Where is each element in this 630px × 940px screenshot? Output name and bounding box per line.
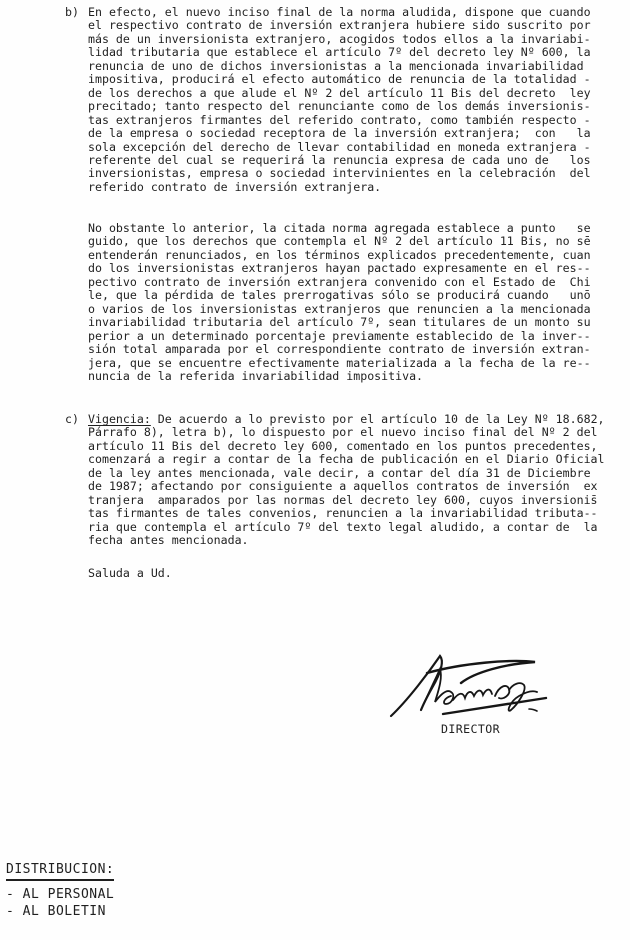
signer-title: DIRECTOR xyxy=(440,722,501,736)
text-line: comenzará a regir a contar de la fecha de publicación en el Diario Oficial xyxy=(88,452,605,467)
paragraph-text xyxy=(88,413,605,548)
closing-salutation: Saluda a Ud. xyxy=(88,566,172,580)
text-line: fecha antes mencionada. xyxy=(88,533,249,548)
text-line: guido, que los derechos que contempla el Nº 2 del artículo 11 Bis, no sē xyxy=(88,234,591,249)
distribution-heading: DISTRIBUCION: xyxy=(6,861,114,881)
text-line: tas extranjeros firmantes del referido contrato, como también respecto - xyxy=(88,112,591,127)
text-line: más de un inversionista extranjero, acogidos todos ellos a la invariabi- xyxy=(88,31,591,46)
text-line: - AL BOLETIN xyxy=(6,904,106,919)
list-marker-b: b) xyxy=(65,5,79,19)
text-line: de los derechos a que alude el Nº 2 del artículo 11 Bis del decreto ley xyxy=(88,85,591,100)
signature-scribble-icon xyxy=(383,652,558,722)
vigencia-first-line xyxy=(88,413,605,426)
text-line: de 1987; afectando por consiguiente a aquellos contratos de inversión ex xyxy=(88,479,598,494)
vigencia-heading: Vigencia: xyxy=(88,412,151,426)
text-line: referido contrato de inversión extranjera. xyxy=(88,179,382,194)
section-c-paragraph xyxy=(65,413,605,548)
vigencia-body xyxy=(88,426,605,547)
text-line: Párrafo 8), letra b), lo dispuesto por el nuevo inciso final del Nº 2 del xyxy=(88,425,598,440)
text-line: ria que contempla el artículo 7º del texto legal aludido, a contar de la xyxy=(88,519,598,534)
text-line: nuncia de la referida invariabilidad impositiva. xyxy=(88,368,424,383)
text-line: renuncia de uno de dichos inversionistas a la mencionada invariabilidad xyxy=(88,58,584,73)
text-line: - AL PERSONAL xyxy=(6,887,115,902)
text-line: o varios de los inversionistas extranjeros que renuncien a la mencionada xyxy=(88,301,591,316)
text-line: precitado; tanto respecto del renunciante como de los demás inversionis- xyxy=(88,99,591,114)
distribution-list xyxy=(6,886,114,920)
paragraph-text xyxy=(88,6,591,194)
text-line: de la ley antes mencionada, vale decir, a contar del día 31 de Diciembre xyxy=(88,465,591,480)
section-b-paragraph-2 xyxy=(88,222,591,383)
text-line: impositiva, producirá el efecto automático de renuncia de la totalidad - xyxy=(88,72,591,87)
text-line: jera, que se encuentre efectivamente materializada a la fecha de la re-- xyxy=(88,355,591,370)
signature-block xyxy=(383,652,563,736)
text-line: pectivo contrato de inversión extranjera convenido con el Estado de Chi xyxy=(88,274,591,289)
text-line: tas firmantes de tales convenios, renuncien a la invariabilidad tributa-- xyxy=(88,506,598,521)
text-line: do los inversionistas extranjeros hayan pactado expresamente en el res-- xyxy=(88,261,591,276)
text-line: le, que la pérdida de tales prerrogativas sólo se producirá cuando unō xyxy=(88,288,591,303)
text-line: artículo 11 Bis del decreto ley 600, comentado en los puntos precedentes, xyxy=(88,438,598,453)
text-line: perior a un determinado porcentaje previamente establecido de la inver-- xyxy=(88,328,591,343)
text-line: sión total amparada por el correspondiente contrato de inversión extran- xyxy=(88,342,591,357)
distribution-footer xyxy=(6,861,114,920)
vigencia-first-line-rest: De acuerdo a lo previsto por el artículo 10 de la Ley Nº 18.682, xyxy=(150,412,605,426)
text-line: sola excepción del derecho de llevar contabilidad en moneda extranjera - xyxy=(88,139,591,154)
section-b-paragraph-1 xyxy=(65,6,591,194)
text-line: lidad tributaria que establece el artículo 7º del decreto ley Nº 600, la xyxy=(88,45,591,60)
text-line: invariabilidad tributaria del artículo 7º, sean titulares de un monto su xyxy=(88,315,591,330)
text-line: el respectivo contrato de inversión extranjera hubiere sido suscrito por xyxy=(88,18,591,33)
text-line: En efecto, el nuevo inciso final de la norma aludida, dispone que cuando xyxy=(88,5,591,19)
text-line: tranjera amparados por las normas del decreto ley 600, cuyos inversionis̄ xyxy=(88,492,598,507)
text-line: de la empresa o sociedad receptora de la inversión extranjera; con la xyxy=(88,126,591,141)
text-line: referente del cual se requerirá la renuncia expresa de cada uno de los xyxy=(88,152,591,167)
paragraph-text xyxy=(88,222,591,383)
text-line: entenderán renunciados, en los términos explicados precedentemente, cuan xyxy=(88,247,591,262)
text-line: No obstante lo anterior, la citada norma agregada establece a punto se xyxy=(88,221,591,235)
list-marker-c: c) xyxy=(65,412,79,426)
text-line: inversionistas, empresa o sociedad intervinientes en la celebración del xyxy=(88,166,591,181)
